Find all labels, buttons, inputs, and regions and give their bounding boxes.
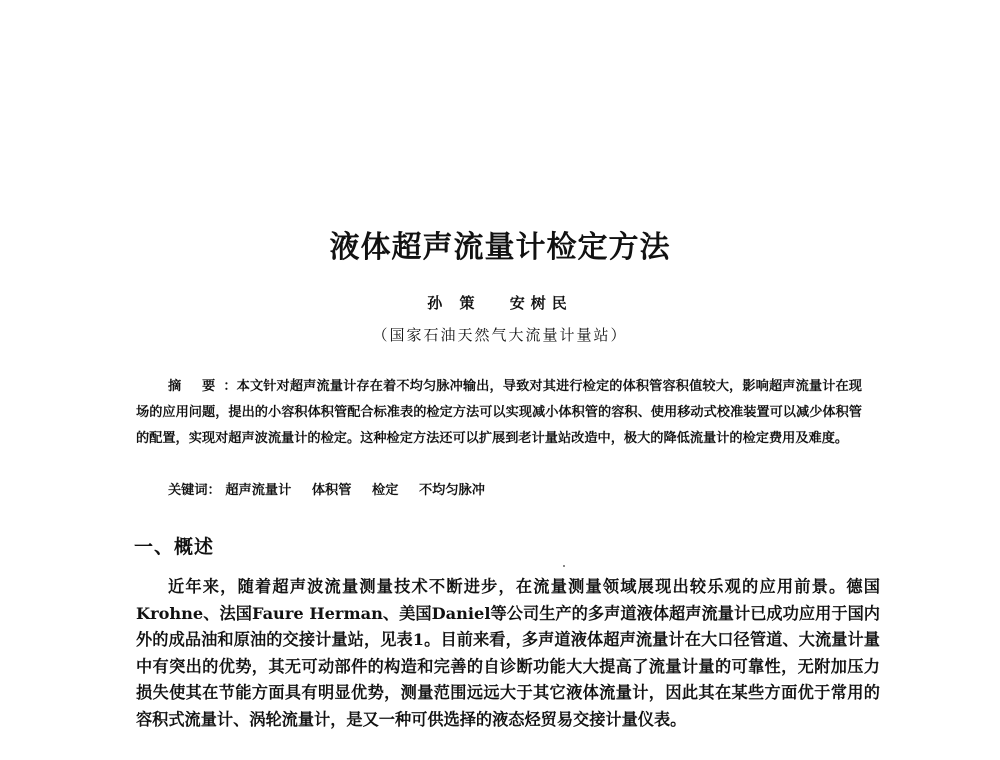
author-name: 孙 策 bbox=[427, 294, 481, 312]
keywords-label: 关键词： bbox=[168, 483, 221, 498]
scan-speck bbox=[563, 565, 565, 567]
keywords bbox=[168, 478, 501, 504]
author-name: 安树民 bbox=[509, 294, 573, 312]
keyword: 超声流量计 bbox=[225, 483, 292, 498]
abstract-label: 摘 要 bbox=[168, 379, 224, 394]
author-list bbox=[0, 292, 1000, 313]
body-paragraph: 近年来，随着超声波流量测量技术不断进步，在流量测量领域展现出较乐观的应用前景。德国Krohne、法国Faure Herman、美国Daniel等公司生产的多声道液体超声流量计已成功应用于国内外的成品油和原油的交接计量站，见表1。目前来看，多声道液体超声流量计在大口径管道、大流量计量中有突出的优势，其无可动部件的构造和完善的自诊断功能大大提高了流量计量的可靠性，无附加压力损失使其在节能方面具有明显优势，测量范围远远大于其它液体流量计，因此其在某些方面优于常用的容积式流量计、涡轮流量计，是又一种可供选择的液态烃贸易交接计量仪表。 bbox=[136, 577, 880, 729]
abstract bbox=[136, 374, 862, 452]
paper-title: 液体超声流量计检定方法 bbox=[329, 230, 671, 265]
author-affiliation: （国家石油天然气大流量计量站） bbox=[372, 326, 628, 344]
keyword: 检定 bbox=[372, 483, 399, 498]
section-heading: 一、概述 bbox=[134, 536, 215, 558]
abstract-text: ：本文针对超声流量计存在着不均匀脉冲输出，导致对其进行检定的体积管容积值较大，影响超声流量计在现场的应用问题，提出的小容积体积管配合标准表的检定方法可以实现减小体积管的容积、使用移动式校准装置可以减少体积管的配置，实现对超声波流量计的检定。这种检定方法还可以扩展到老计量站改造中，极大的降低流量计的检定费用及难度。 bbox=[136, 379, 862, 446]
keyword: 体积管 bbox=[311, 483, 352, 498]
keyword: 不均匀脉冲 bbox=[419, 483, 485, 498]
